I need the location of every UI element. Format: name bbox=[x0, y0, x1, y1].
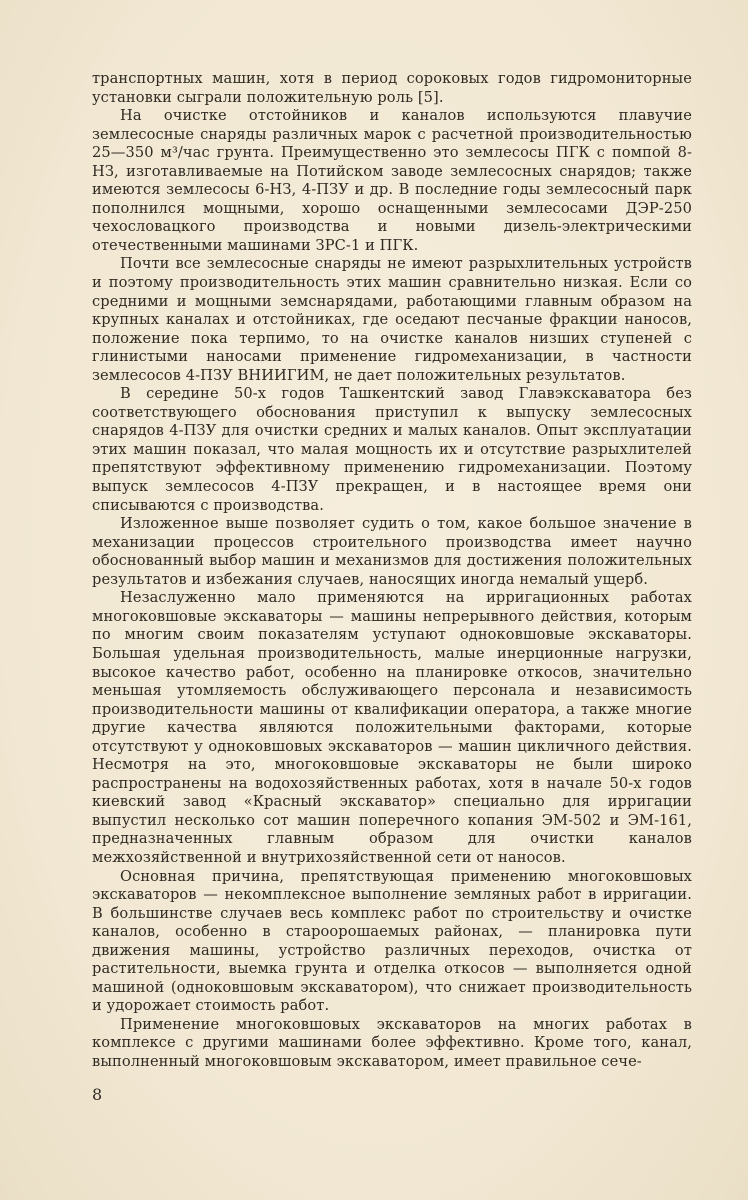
paragraph-summary: Изложенное выше позволяет судить о том, какое большое значение в механизации процессов строительного производства имеет научно обоснованный выбор машин и механизмов для достижения положительных результатов и избежания случаев, наносящих иногда немалый ущерб. bbox=[92, 515, 692, 588]
paragraph-continuation: транспортных машин, хотя в период сороковых годов гидромониторные установки сыграли положительную роль [5]. bbox=[92, 70, 692, 106]
paragraph-dredgers: На очистке отстойников и каналов используются плавучие землесосные снаряды различных марок с расчетной производительностью 25—350 м³/час грунта. Преимущественно это землесосы ПГК с помпой 8-НЗ, изготавливаемые на Потийском заводе землесосных снарядов; также имеются землесосы 6-НЗ, 4-ПЗУ и др. В последние годы землесосный парк пополнился мощными, хорошо оснащенными землесосами ДЭР-250 чехословацкого производства и новыми дизель-электрическими отечественными машинами ЗРС-1 и ПГК. bbox=[92, 107, 692, 254]
page-number: 8 bbox=[92, 1085, 103, 1104]
body-text bbox=[92, 70, 692, 1072]
paragraph-tashkent-plant: В середине 50-х годов Ташкентский завод Главэкскаватора без соответствующего обоснования приступил к выпуску землесосных снарядов 4-ПЗУ для очистки средних и малых каналов. Опыт эксплуатации этих машин показал, что малая мощность их и отсутствие разрыхлителей препятствуют эффективному применению гидромеханизации. Поэтому выпуск землесосов 4-ПЗУ прекращен, и в настоящее время они списываются с производства. bbox=[92, 385, 692, 514]
paragraph-multibucket: Незаслуженно мало применяются на ирригационных работах многоковшовые экскаваторы — машины непрерывного действия, которым по многим своим показателям уступают одноковшовые экскаваторы. Большая удельная производительность, малые инерционные нагрузки, высокое качество работ, особенно на планировке откосов, значительно меньшая утомляемость обслуживающего персонала и независимость производительности машины от квалификации оператора, а также многие другие качества являются положительными факторами, которые отсутствуют у одноковшовых экскаваторов — машин цикличного действия. Несмотря на это, многоковшовые экскаваторы не были широко распространены на водохозяйственных работах, хотя в начале 50-х годов киевский завод «Красный экскаватор» специально для ирригации выпустил несколько сот машин поперечного копания ЭМ-502 и ЭМ-161, предназначенных главным образом для очистки каналов межхозяйственной и внутрихозяйственной сети от наносов. bbox=[92, 589, 692, 866]
paragraph-main-reason: Основная причина, препятствующая применению многоковшовых экскаваторов — некомплексное выполнение земляных работ в ирригации. В большинстве случаев весь комплекс работ по строительству и очистке каналов, особенно в староорошаемых районах, — планировка пути движения машины, устройство различных переходов, очистка от растительности, выемка грунта и отделка откосов — выполняется одной машиной (одноковшовым экскаватором), что снижает производительность и удорожает стоимость работ. bbox=[92, 867, 692, 1015]
paragraph-productivity: Почти все землесосные снаряды не имеют разрыхлительных устройств и поэтому производительность этих машин сравнительно низкая. Если со средними и мощными земснарядами, работающими главным образом на крупных каналах и отстойниках, где оседают песчаные фракции наносов, положение пока терпимо, то на очистке каналов низших ступеней с глинистыми наносами применение гидромеханизации, в частности землесосов 4-ПЗУ ВНИИГИМ, не дает положительных результатов. bbox=[92, 255, 692, 384]
paragraph-application: Применение многоковшовых экскаваторов на многих работах в комплексе с другими машинами более эффективно. Кроме того, канал, выполненный многоковшовым экскаватором, имеет правильное сече- bbox=[92, 1015, 692, 1070]
